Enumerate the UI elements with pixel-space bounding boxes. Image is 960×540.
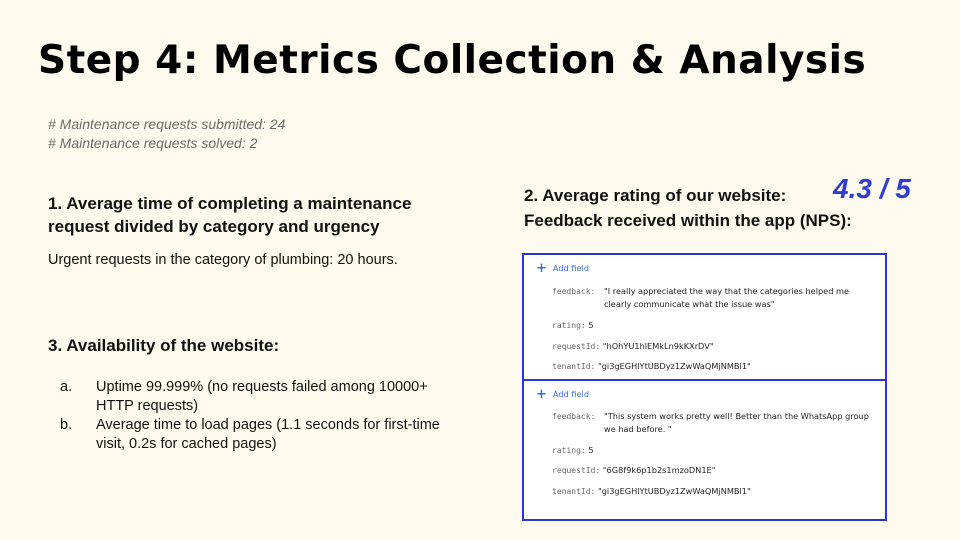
rating-field bbox=[552, 320, 594, 330]
list-item-text: Uptime 99.999% (no requests failed among 10000+ HTTP requests) bbox=[96, 379, 428, 414]
field-key: feedback: bbox=[552, 287, 596, 296]
list-marker: b. bbox=[60, 417, 73, 433]
section-3-heading: 3. Availability of the website: bbox=[48, 336, 280, 355]
tenant-id-field bbox=[552, 361, 751, 371]
list-marker: a. bbox=[60, 379, 73, 395]
request-id-field bbox=[552, 465, 716, 475]
section-1-note: Urgent requests in the category of plumbing: 20 hours. bbox=[48, 252, 398, 268]
add-field-label: Add field bbox=[552, 263, 590, 273]
availability-list bbox=[60, 378, 440, 454]
feedback-field bbox=[552, 286, 595, 296]
tenant-id-field bbox=[552, 486, 751, 496]
field-key: rating: bbox=[552, 321, 586, 330]
feedback-record bbox=[522, 379, 887, 521]
field-key: rating: bbox=[552, 446, 586, 455]
field-value: "hOhYU1hlEMkLn9kKXrDV" bbox=[602, 341, 714, 351]
field-value: 5 bbox=[588, 320, 594, 330]
plus-icon: + bbox=[536, 261, 547, 276]
availability-item-uptime bbox=[60, 378, 440, 416]
field-value: "6G8f9k6p1b2s1mzoDN1E" bbox=[602, 465, 716, 475]
section-2-heading: 2. Average rating of our website: bbox=[524, 186, 787, 205]
section-1-heading: 1. Average time of completing a maintenance request divided by category and urgency bbox=[48, 194, 412, 236]
plus-icon: + bbox=[536, 387, 547, 402]
feedback-record bbox=[522, 253, 887, 381]
add-field-button[interactable] bbox=[536, 261, 589, 276]
average-rating: 4.3 / 5 bbox=[833, 173, 911, 204]
field-key: feedback: bbox=[552, 412, 596, 421]
field-key: tenantId: bbox=[552, 487, 596, 496]
request-id-field bbox=[552, 341, 714, 351]
add-field-button[interactable] bbox=[536, 387, 589, 402]
slide-title: Step 4: Metrics Collection & Analysis bbox=[38, 38, 867, 83]
request-counts bbox=[48, 115, 285, 153]
field-key: requestId: bbox=[552, 342, 601, 351]
field-key: requestId: bbox=[552, 466, 601, 475]
submitted-count: # Maintenance requests submitted: 24 bbox=[48, 116, 286, 132]
section-2-subheading: Feedback received within the app (NPS): bbox=[524, 211, 852, 230]
rating-field bbox=[552, 445, 594, 455]
feedback-value: "I really appreciated the way that the categories helped me clearly communicate what the issue was" bbox=[604, 286, 850, 309]
list-item-text: Average time to load pages (1.1 seconds for first-time visit, 0.2s for cached pages) bbox=[96, 417, 440, 452]
feedback-value: "This system works pretty well! Better than the WhatsApp group we had before. " bbox=[604, 411, 869, 434]
field-value: 5 bbox=[588, 445, 594, 455]
solved-count: # Maintenance requests solved: 2 bbox=[48, 135, 258, 151]
field-key: tenantId: bbox=[552, 362, 596, 371]
add-field-label: Add field bbox=[552, 389, 590, 399]
availability-item-load-time bbox=[60, 416, 440, 454]
feedback-field bbox=[552, 411, 595, 421]
field-value: "gi3gEGHlYtUBDyz1ZwWaQMjNMBl1" bbox=[597, 486, 751, 496]
field-value: "gi3gEGHlYtUBDyz1ZwWaQMjNMBl1" bbox=[597, 361, 751, 371]
